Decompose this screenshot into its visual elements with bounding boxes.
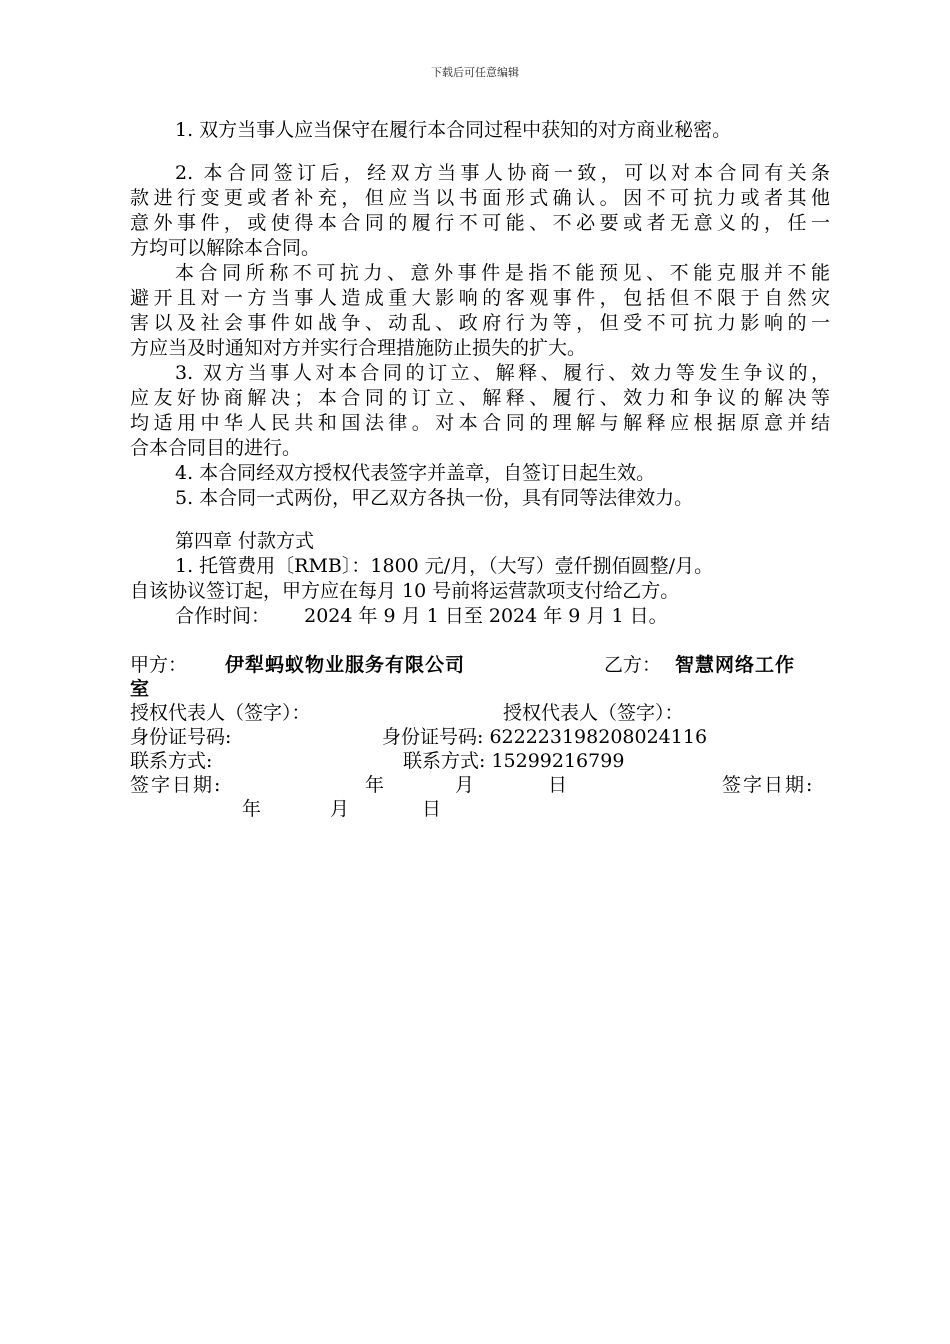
party-a-name: 伊犁蚂蚁物业服务有限公司: [225, 654, 466, 676]
date-a-year: 年: [365, 774, 385, 796]
id-a-label: 身份证号码:: [130, 726, 232, 748]
clause-3-line: 应友好协商解决；本合同的订立、解释、履行、效力和争议的解决等: [130, 387, 830, 409]
rep-b-label: 授权代表人（签字）：: [503, 702, 684, 724]
clause-3-line: 均适用中华人民共和国法律。对本合同的理解与解释应根据原意并结: [130, 412, 830, 434]
date-b-row: [130, 797, 830, 821]
clause-5: 5. 本合同一式两份，甲乙双方各执一份，具有同等法律效力。: [175, 487, 694, 509]
clause-2-line: 方均可以解除本合同。: [130, 237, 321, 259]
id-b: 身份证号码: 622223198208024116: [382, 726, 708, 748]
party-b-label: 乙方：: [604, 654, 662, 676]
party-a-label: 甲方：: [130, 654, 188, 676]
clause-2-line: 意外事件，或使得本合同的履行不可能、不必要或者无意义的，任一: [130, 212, 830, 234]
contact-b: 联系方式: 15299216799: [403, 750, 625, 772]
clause-3-line: 3. 双方当事人对本合同的订立、解释、履行、效力等发生争议的，: [175, 362, 830, 384]
contract-body: [130, 118, 830, 821]
clause-3-line: 合本合同目的进行。: [130, 437, 302, 459]
clause-2-line: 2. 本合同签订后，经双方当事人协商一致，可以对本合同有关条: [175, 162, 830, 184]
cooperation-term-value: 2024 年 9 月 1 日至 2024 年 9 月 1 日。: [304, 605, 668, 627]
date-row: [130, 773, 830, 797]
clause-2-line: 款进行变更或者补充，但应当以书面形式确认。因不可抗力或者其他: [130, 187, 830, 209]
date-a-month: 月: [455, 774, 475, 796]
party-row: [130, 653, 830, 677]
contact-row: [130, 749, 830, 773]
date-a-label: 签字日期:: [130, 774, 223, 796]
cooperation-term: [130, 604, 830, 629]
party-b-name-cont: 室: [130, 678, 151, 700]
rep-row: [130, 701, 830, 725]
date-a-day: 日: [548, 774, 568, 796]
force-majeure-line: 害以及社会事件如战争、动乱、政府行为等，但受不可抗力影响的一: [130, 312, 830, 334]
party-b-name: 智慧网络工作: [675, 654, 796, 676]
force-majeure-line: 避开且对一方当事人造成重大影响的客观事件，包括但不限于自然灾: [130, 287, 830, 309]
clause-1: 1. 双方当事人应当保守在履行本合同过程中获知的对方商业秘密。: [175, 119, 732, 141]
fee-line: 1. 托管费用〔RMB〕：1800 元/月，（大写）壹仟捌佰圆整/月。: [175, 555, 714, 577]
party-b-name-cont-row: [130, 677, 830, 701]
date-b-month: 月: [330, 798, 350, 820]
force-majeure-line: 方应当及时通知对方并实行合理措施防止损失的扩大。: [130, 337, 587, 359]
header-note: 下载后可任意编辑: [431, 66, 519, 79]
rep-a-label: 授权代表人（签字）：: [130, 702, 311, 724]
force-majeure-line: 本合同所称不可抗力、意外事件是指不能预见、不能克服并不能: [175, 262, 830, 284]
date-b-label: 签字日期:: [722, 774, 815, 796]
date-b-year: 年: [242, 798, 262, 820]
date-b-day: 日: [422, 798, 442, 820]
chapter-4-title: 第四章 付款方式: [175, 530, 315, 552]
clause-4: 4. 本合同经双方授权代表签字并盖章，自签订日起生效。: [175, 462, 656, 484]
payment-deadline-line: 自该协议签订起，甲方应在每月 10 号前将运营款项支付给乙方。: [130, 580, 680, 602]
cooperation-term-label: 合作时间：: [175, 605, 271, 627]
id-row: [130, 725, 830, 749]
contact-a-label: 联系方式:: [130, 750, 213, 772]
